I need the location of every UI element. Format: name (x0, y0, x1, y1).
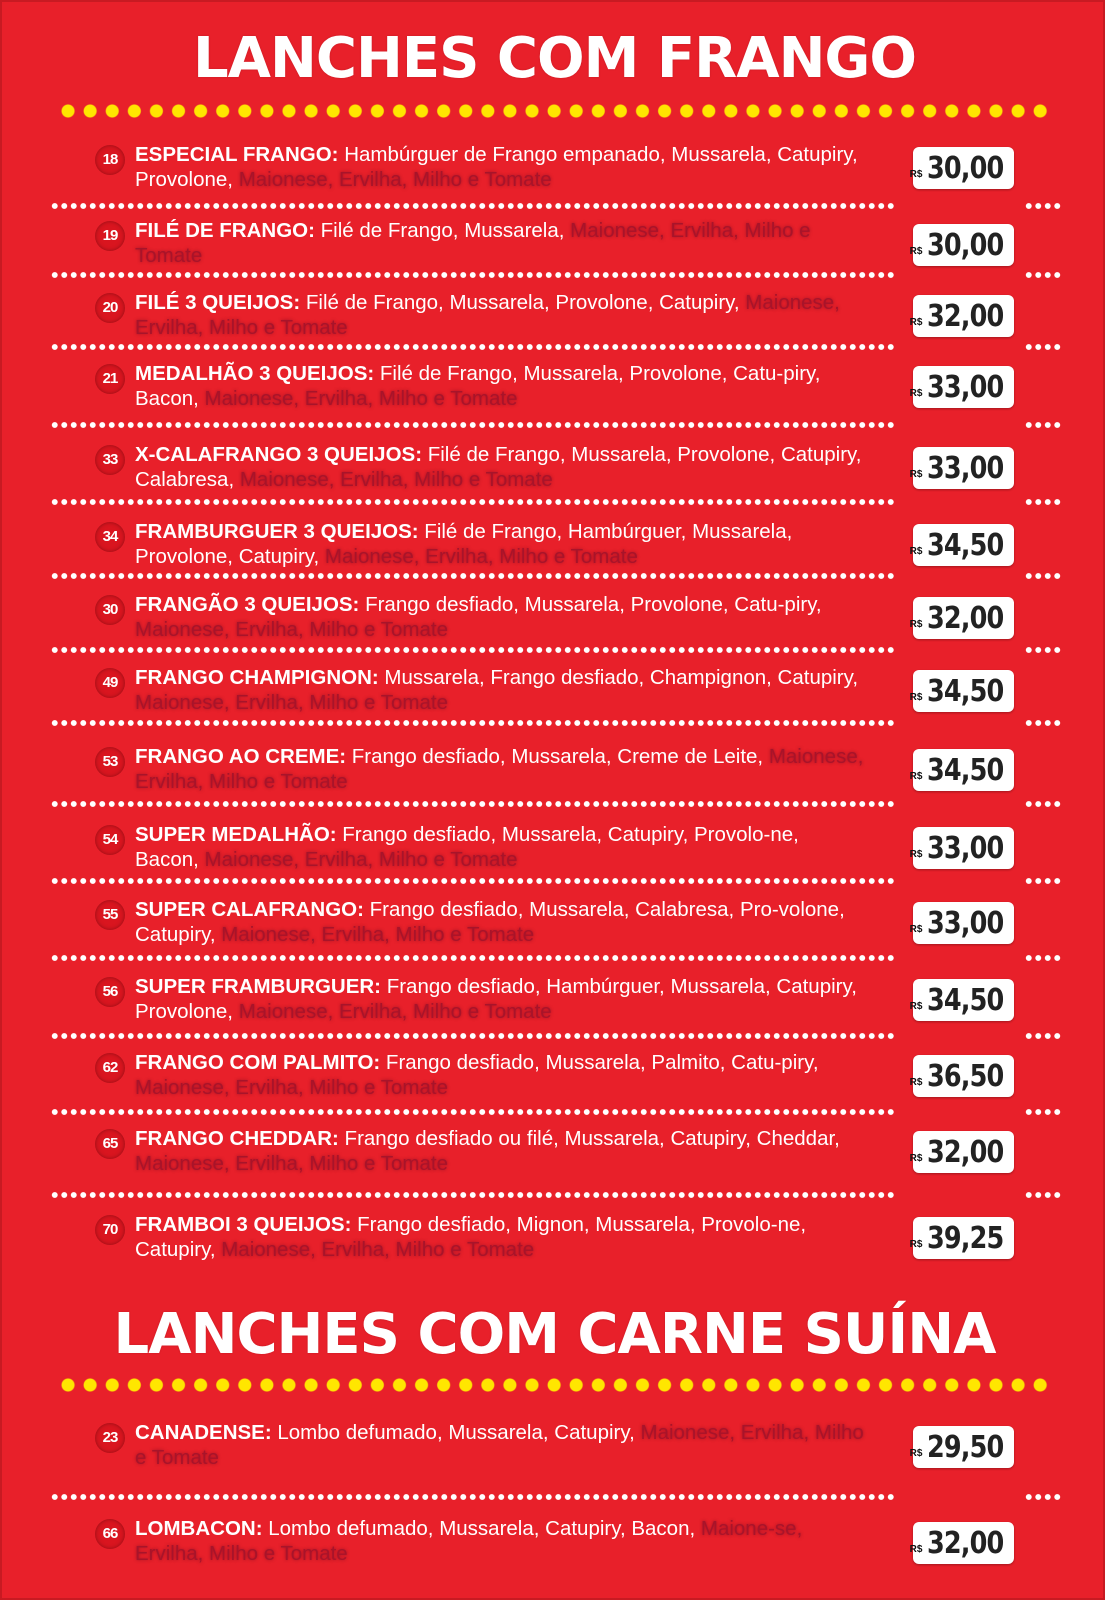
item-number: 33 (95, 445, 125, 475)
item-divider-right (1024, 272, 1062, 278)
item-number: 56 (95, 977, 125, 1007)
item-extras: Maione-se, Ervilha, Milho e Tomate (135, 1517, 803, 1565)
price-tag (909, 670, 1014, 712)
price-tag (909, 147, 1014, 189)
item-extras: Maionese, Ervilha, Milho e Tomate (135, 745, 864, 793)
price-tag (909, 1055, 1014, 1097)
menu-item (2, 361, 1105, 417)
price-value: 30,00 (927, 150, 1004, 186)
item-description (135, 290, 865, 340)
item-divider-right (1024, 203, 1062, 209)
price-value: 29,50 (927, 1429, 1004, 1465)
price-value: 32,00 (927, 600, 1004, 636)
item-name: CANADENSE: (135, 1421, 272, 1444)
item-divider (50, 499, 894, 505)
item-extras: Maionese, Ervilha, Milho e Tomate (324, 545, 638, 568)
item-divider-right (1024, 647, 1062, 653)
item-extras: Maionese, Ervilha, Milho e Tomate (135, 618, 448, 641)
price-value: 34,50 (927, 752, 1004, 788)
price-currency: R$ (909, 316, 923, 328)
item-divider-right (1024, 878, 1062, 884)
item-extras: Maionese, Ervilha, Milho e Tomate (135, 691, 448, 714)
menu-item (2, 1516, 1105, 1572)
price-value: 39,25 (927, 1220, 1004, 1256)
item-divider-right (1024, 955, 1062, 961)
item-description (135, 822, 865, 872)
item-description (135, 1050, 865, 1100)
price-tag (909, 749, 1014, 791)
price-currency: R$ (909, 168, 923, 180)
menu-item (2, 592, 1105, 648)
item-extras: Maionese, Ervilha, Milho e Tomate (135, 1152, 448, 1175)
item-extras: Maionese, Ervilha, Milho e Tomate (239, 468, 553, 491)
price-currency: R$ (909, 1152, 923, 1164)
item-divider (50, 801, 894, 807)
price-currency: R$ (909, 848, 923, 860)
price-currency: R$ (909, 923, 923, 935)
price-tag (909, 366, 1014, 408)
menu-item (2, 290, 1105, 346)
menu-item (2, 822, 1105, 878)
item-description (135, 442, 865, 492)
price-currency: R$ (909, 1447, 923, 1459)
item-name: SUPER FRAMBURGUER: (135, 975, 381, 998)
price-currency: R$ (909, 1076, 923, 1088)
item-extras: Maionese, Ervilha, Milho e Tomate (135, 1076, 448, 1099)
item-number: 30 (95, 595, 125, 625)
price-tag (909, 1131, 1014, 1173)
item-number: 65 (95, 1129, 125, 1159)
item-ingredients: Filé de Frango, Mussarela, Provolone, Catu-piry, Bacon, (135, 362, 821, 410)
item-divider-right (1024, 422, 1062, 428)
price-currency: R$ (909, 770, 923, 782)
item-ingredients: Frango desfiado ou filé, Mussarela, Catupiry, Cheddar, (338, 1127, 840, 1150)
price-value: 33,00 (927, 369, 1004, 405)
section-divider (57, 104, 1052, 118)
item-name: MEDALHÃO 3 QUEIJOS: (135, 362, 375, 385)
item-divider-right (1024, 344, 1062, 350)
item-name: LOMBACON: (135, 1517, 263, 1540)
price-value: 30,00 (927, 227, 1004, 263)
item-ingredients: Filé de Frango, Hambúrguer, Mussarela, Provolone, Catupiry, (135, 520, 793, 568)
price-tag (909, 902, 1014, 944)
item-number: 70 (95, 1215, 125, 1245)
item-extras: Maionese, Ervilha, Milho e Tomate (238, 1000, 552, 1023)
menu-item (2, 218, 1105, 274)
item-ingredients: Lombo defumado, Mussarela, Catupiry, (271, 1421, 641, 1444)
item-description (135, 1126, 865, 1176)
item-description (135, 142, 865, 192)
price-value: 34,50 (927, 673, 1004, 709)
item-name: FRAMBURGUER 3 QUEIJOS: (135, 520, 419, 543)
item-ingredients: Hambúrguer de Frango empanado, Mussarela, Catupiry, Provolone, (135, 143, 858, 191)
item-divider-right (1024, 1494, 1062, 1500)
menu-item (2, 142, 1105, 198)
item-divider (50, 344, 894, 350)
item-divider (50, 422, 894, 428)
item-name: SUPER CALAFRANGO: (135, 898, 364, 921)
item-divider (50, 203, 894, 209)
menu-item (2, 1126, 1105, 1182)
item-divider-right (1024, 1033, 1062, 1039)
item-extras: Maionese, Ervilha, Milho e Tomate (135, 219, 811, 267)
item-name: X-CALAFRANGO 3 QUEIJOS: (135, 443, 423, 466)
item-description (135, 1212, 865, 1262)
item-name: FRANGO COM PALMITO: (135, 1051, 381, 1074)
item-ingredients: Frango desfiado, Mussarela, Calabresa, Pro-volone, Catupiry, (135, 898, 845, 946)
menu-item (2, 1212, 1105, 1268)
item-divider (50, 1033, 894, 1039)
item-extras: Maionese, Ervilha, Milho e Tomate (135, 1421, 864, 1469)
item-description (135, 744, 865, 794)
item-description (135, 592, 865, 642)
price-tag (909, 295, 1014, 337)
item-divider-right (1024, 499, 1062, 505)
item-name: FRANGO AO CREME: (135, 745, 347, 768)
item-ingredients: Frango desfiado, Mussarela, Provolone, Catu-piry, (359, 593, 822, 616)
item-number: 62 (95, 1053, 125, 1083)
item-name: FRANGÃO 3 QUEIJOS: (135, 593, 360, 616)
price-value: 33,00 (927, 450, 1004, 486)
price-value: 36,50 (927, 1058, 1004, 1094)
item-divider-right (1024, 720, 1062, 726)
item-description (135, 519, 865, 569)
section-divider (57, 1378, 1052, 1392)
item-number: 49 (95, 668, 125, 698)
item-ingredients: Filé de Frango, Mussarela, (314, 219, 571, 242)
item-divider (50, 1192, 894, 1198)
item-number: 21 (95, 364, 125, 394)
price-value: 32,00 (927, 298, 1004, 334)
item-number: 18 (95, 145, 125, 175)
item-name: FILÉ DE FRANGO: (135, 219, 315, 242)
item-description (135, 218, 865, 268)
item-name: FILÉ 3 QUEIJOS: (135, 291, 301, 314)
price-tag (909, 979, 1014, 1021)
item-number: 23 (95, 1423, 125, 1453)
menu-item (2, 1050, 1105, 1106)
price-currency: R$ (909, 1543, 923, 1555)
item-divider (50, 1494, 894, 1500)
price-tag (909, 1426, 1014, 1468)
item-description (135, 361, 865, 411)
item-extras: Maionese, Ervilha, Milho e Tomate (204, 387, 518, 410)
price-value: 34,50 (927, 982, 1004, 1018)
item-divider (50, 1109, 894, 1115)
menu-item (2, 1420, 1105, 1476)
price-currency: R$ (909, 468, 923, 480)
item-ingredients: Lombo defumado, Mussarela, Catupiry, Bacon, (262, 1517, 701, 1540)
item-description (135, 974, 865, 1024)
item-extras: Maionese, Ervilha, Milho e Tomate (204, 848, 518, 871)
item-divider-right (1024, 573, 1062, 579)
item-number: 54 (95, 825, 125, 855)
price-tag (909, 447, 1014, 489)
item-extras: Maionese, Ervilha, Milho e Tomate (221, 1238, 535, 1261)
price-tag (909, 524, 1014, 566)
item-description (135, 665, 865, 715)
item-number: 66 (95, 1519, 125, 1549)
menu-item (2, 665, 1105, 721)
price-value: 33,00 (927, 830, 1004, 866)
item-ingredients: Frango desfiado, Hambúrguer, Mussarela, Catupiry, Provolone, (135, 975, 857, 1023)
item-name: FRAMBOI 3 QUEIJOS: (135, 1213, 352, 1236)
price-currency: R$ (909, 1238, 923, 1250)
menu-item (2, 744, 1105, 800)
item-number: 20 (95, 293, 125, 323)
item-divider (50, 573, 894, 579)
item-ingredients: Filé de Frango, Mussarela, Provolone, Catupiry, (300, 291, 746, 314)
price-currency: R$ (909, 691, 923, 703)
price-value: 33,00 (927, 905, 1004, 941)
item-divider (50, 955, 894, 961)
item-ingredients: Frango desfiado, Mussarela, Palmito, Catu-piry, (380, 1051, 819, 1074)
item-ingredients: Mussarela, Frango desfiado, Champignon, Catupiry, (378, 666, 859, 689)
item-number: 34 (95, 522, 125, 552)
price-tag (909, 1217, 1014, 1259)
item-description (135, 1516, 865, 1566)
item-divider (50, 720, 894, 726)
menu-item (2, 442, 1105, 498)
item-name: FRANGO CHAMPIGNON: (135, 666, 379, 689)
price-currency: R$ (909, 545, 923, 557)
price-value: 32,00 (927, 1525, 1004, 1561)
price-value: 34,50 (927, 527, 1004, 563)
item-number: 55 (95, 900, 125, 930)
menu-item (2, 974, 1105, 1030)
menu-item (2, 519, 1105, 575)
item-name: ESPECIAL FRANGO: (135, 143, 339, 166)
item-extras: Maionese, Ervilha, Milho e Tomate (135, 291, 840, 339)
price-tag (909, 597, 1014, 639)
item-number: 53 (95, 747, 125, 777)
item-extras: Maionese, Ervilha, Milho e Tomate (238, 168, 552, 191)
price-currency: R$ (909, 1000, 923, 1012)
item-divider (50, 878, 894, 884)
item-name: SUPER MEDALHÃO: (135, 823, 337, 846)
price-currency: R$ (909, 387, 923, 399)
section-title-frango: LANCHES COM FRANGO (192, 26, 916, 91)
price-currency: R$ (909, 618, 923, 630)
price-tag (909, 224, 1014, 266)
item-description (135, 897, 865, 947)
item-divider (50, 647, 894, 653)
item-divider (50, 272, 894, 278)
item-extras: Maionese, Ervilha, Milho e Tomate (221, 923, 535, 946)
item-name: FRANGO CHEDDAR: (135, 1127, 339, 1150)
item-ingredients: Frango desfiado, Mussarela, Creme de Leite, (346, 745, 769, 768)
item-ingredients: Frango desfiado, Mignon, Mussarela, Provolo-ne, Catupiry, (135, 1213, 807, 1261)
price-tag (909, 827, 1014, 869)
item-description (135, 1420, 865, 1470)
item-ingredients: Frango desfiado, Mussarela, Catupiry, Provolo-ne, Bacon, (135, 823, 799, 871)
item-divider-right (1024, 1192, 1062, 1198)
item-divider-right (1024, 801, 1062, 807)
item-divider-right (1024, 1109, 1062, 1115)
item-number: 19 (95, 221, 125, 251)
price-currency: R$ (909, 245, 923, 257)
section-title-suina: LANCHES COM CARNE SUÍNA (113, 1302, 996, 1367)
price-value: 32,00 (927, 1134, 1004, 1170)
price-tag (909, 1522, 1014, 1564)
item-ingredients: Filé de Frango, Mussarela, Provolone, Catupiry, Calabresa, (135, 443, 862, 491)
menu-item (2, 897, 1105, 953)
